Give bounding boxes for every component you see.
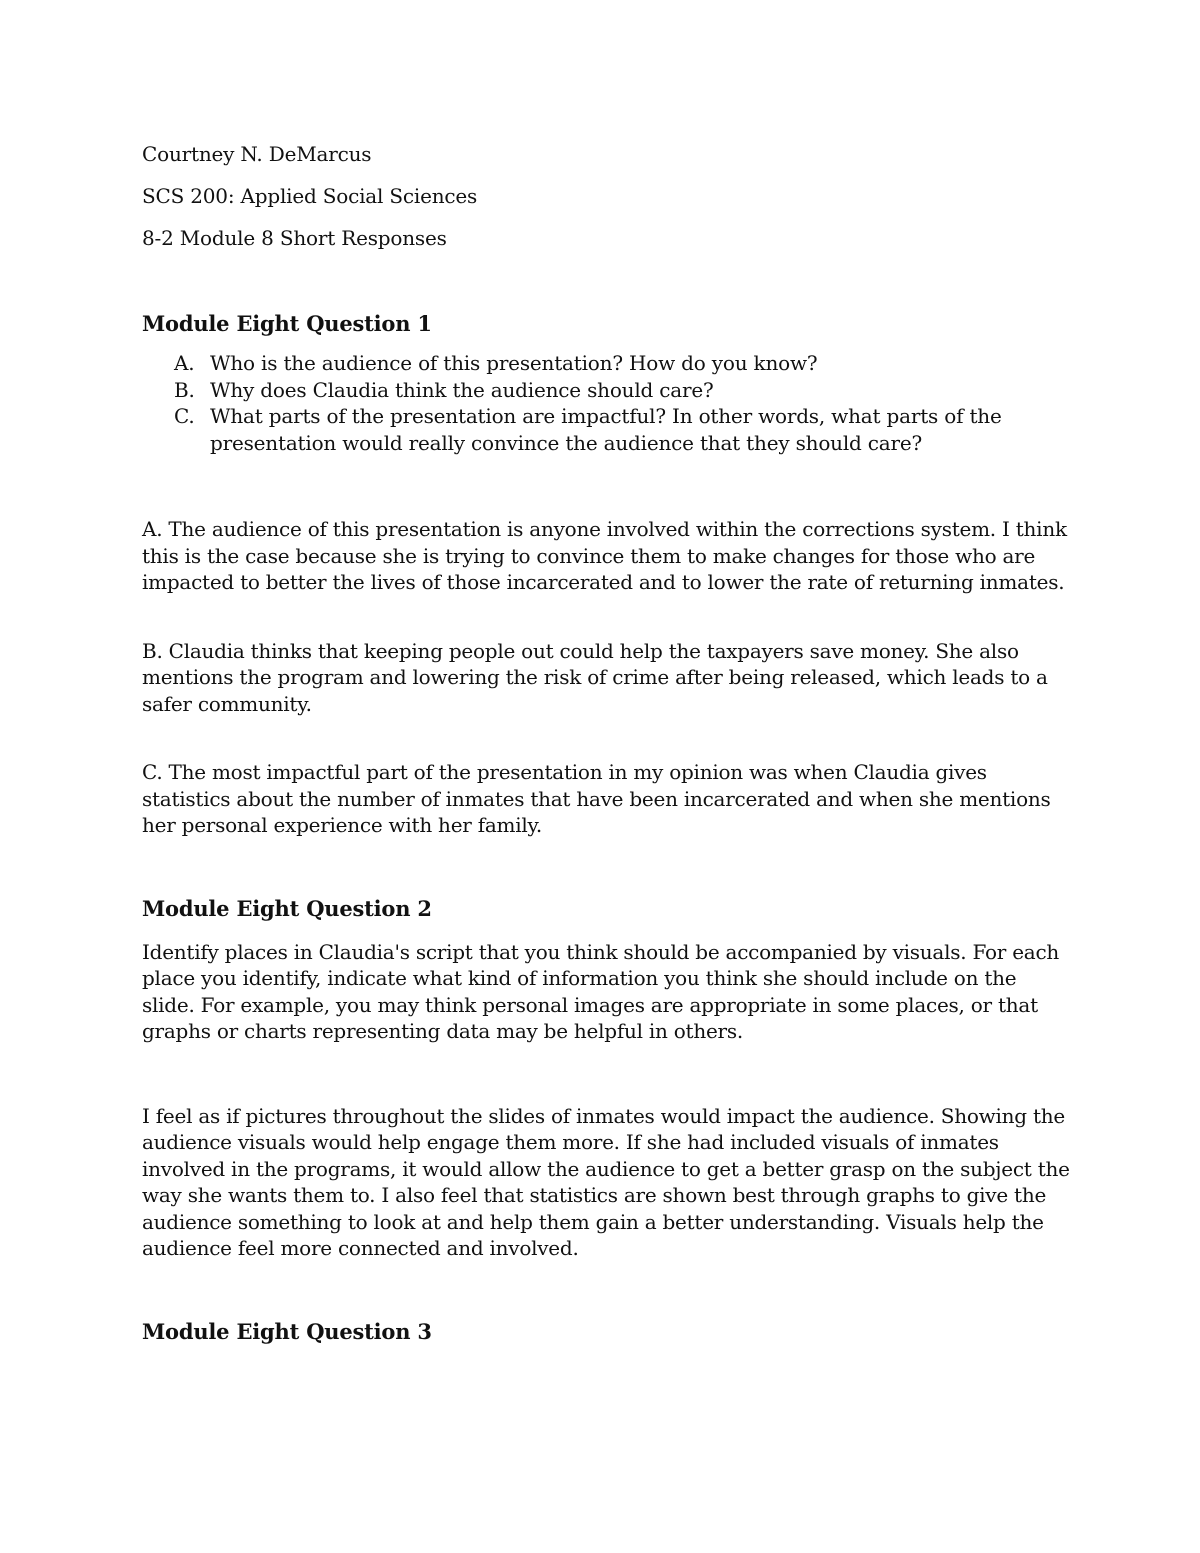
question-1-item-b [142,377,1072,404]
list-marker: A. [174,351,195,375]
document-body [142,140,1072,1346]
question-2-prompt: Identify places in Claudia's script that you think should be accompanied by visuals. For each place you identify, indicate what kind of information you think she should include on the slide. For example, you may think personal images are appropriate in some places, or that graphs or charts representing data may be helpful in others. [142,939,1060,1043]
assignment-title: 8-2 Module 8 Short Responses [142,226,447,250]
list-item-text: Why does Claudia think the audience should care? [210,377,714,402]
course-title: SCS 200: Applied Social Sciences [142,184,478,208]
list-item-text: What parts of the presentation are impactful? In other words, what parts of the presentation would really convince the audience that they should care? [210,404,1002,455]
question-1-heading: Module Eight Question 1 [142,311,432,336]
answer-1b: B. Claudia thinks that keeping people out could help the taxpayers save money. She also mentions the program and lowering the risk of crime after being released, which leads to a safer community. [142,638,1048,716]
question-2-heading: Module Eight Question 2 [142,895,432,921]
list-item-text: Who is the audience of this presentation? How do you know? [210,351,818,375]
list-marker: B. [174,377,195,402]
answer-2: I feel as if pictures throughout the slides of inmates would impact the audience. Showing the audience visuals would help engage them more. If she had included visuals of inmates involved in the programs, it would allow the audience to get a better grasp on the subject the way she wants them to. I also feel that statistics are shown best through graphs to give the audience something to look at and help them gain a better understanding. Visuals help the audience feel more connected and involved. [142,1103,1070,1260]
answer-1a: A. The audience of this presentation is anyone involved within the corrections system. I think this is the case because she is trying to convince them to make changes for those who are impacted to better the lives of those incarcerated and to lower the rate of returning inmates. [142,517,1067,594]
answer-1c: C. The most impactful part of the presentation in my opinion was when Claudia gives statistics about the number of inmates that have been incarcerated and when she mentions her personal experience with her family. [142,760,1051,837]
author-name: Courtney N. DeMarcus [142,142,372,166]
question-1-item-c [142,403,1072,456]
question-1-item-a [142,350,1072,377]
list-marker: C. [174,404,195,428]
question-3-heading: Module Eight Question 3 [142,1318,432,1344]
question-1-list [142,350,1072,456]
